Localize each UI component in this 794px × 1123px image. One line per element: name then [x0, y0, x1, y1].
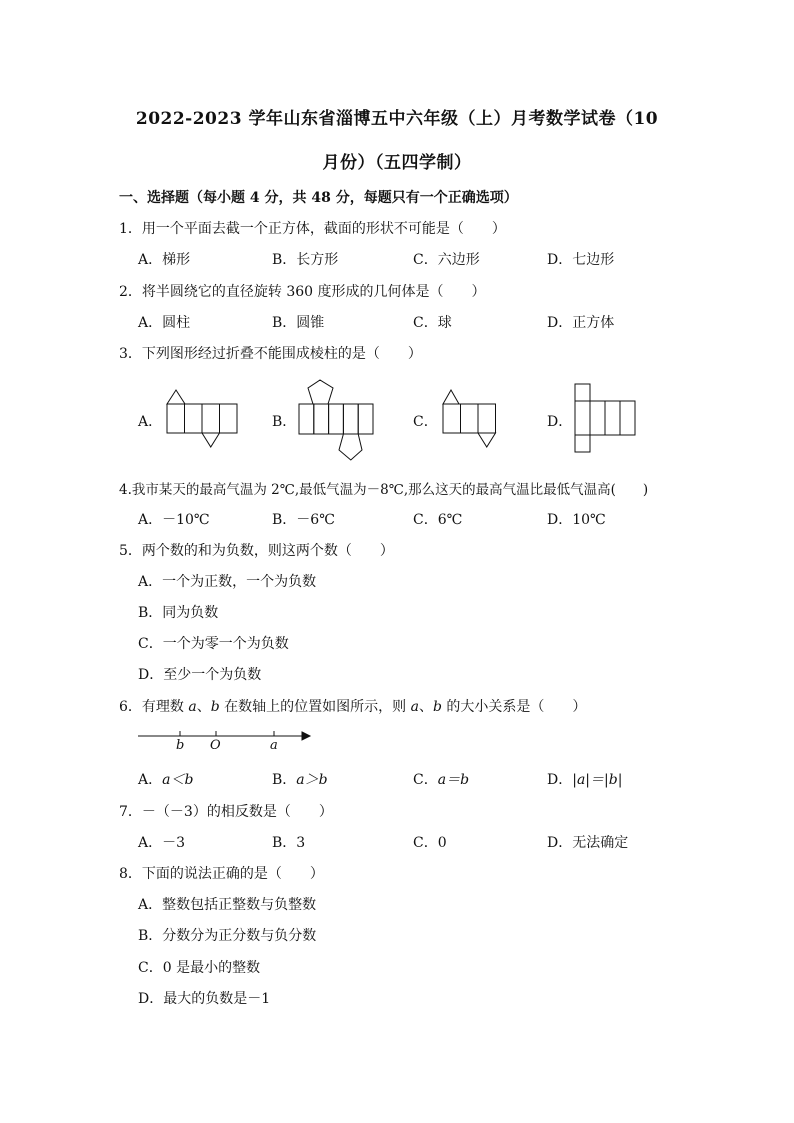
- q4-option-a: A．－10℃: [138, 512, 210, 528]
- question-1: 1．用一个平面去截一个正方体，截面的形状不可能是（ ）: [119, 221, 506, 237]
- q6-var-a-2: a: [410, 699, 419, 715]
- q3-net-d-figure: [574, 383, 638, 455]
- q2-option-d: D．正方体: [547, 315, 615, 331]
- q6-option-a-expr: a＜b: [162, 772, 194, 788]
- question-6: [119, 696, 586, 716]
- net-b-top-pentagon: [308, 380, 333, 404]
- q4-option-c: C．6℃: [413, 512, 463, 528]
- q6-stem-mid: 在数轴上的位置如图所示，则: [219, 699, 411, 715]
- q1-option-d: D．七边形: [547, 252, 615, 268]
- net-b-rect-2: [314, 404, 329, 434]
- net-d-top-square: [575, 384, 590, 401]
- q6-var-b: b: [210, 699, 220, 715]
- q6-option-d-expr: |a|＝|b|: [572, 772, 623, 788]
- q6-option-d-prefix: D．: [547, 772, 573, 788]
- q3-option-b: B．: [272, 414, 297, 430]
- net-c-bottom-triangle: [478, 433, 496, 447]
- q6-option-a: [138, 769, 193, 789]
- q8-option-d: D．最大的负数是－1: [138, 991, 271, 1007]
- net-d-rect-1: [575, 401, 590, 435]
- question-2: 2．将半圆绕它的直径旋转 360 度形成的几何体是（ ）: [119, 284, 486, 300]
- q7-option-d: D．无法确定: [547, 835, 629, 851]
- question-7: 7．－（－3）的相反数是（ ）: [119, 804, 333, 820]
- net-c-square-2: [461, 404, 479, 433]
- net-a-square-4: [220, 404, 238, 433]
- axis-label-a: a: [270, 738, 278, 753]
- q2-option-a: A．圆柱: [138, 315, 191, 331]
- q3-option-a: A．: [138, 414, 163, 430]
- q6-stem-suffix: 的大小关系是（ ）: [441, 699, 587, 715]
- q7-option-c: C．0: [413, 835, 447, 851]
- q3-net-b-figure: [298, 378, 374, 462]
- section-heading: 一、选择题（每小题 4 分，共 48 分，每题只有一个正确选项）: [119, 190, 518, 206]
- q8-option-b: B．分数分为正分数与负分数: [138, 928, 317, 944]
- q6-option-b-prefix: B．: [272, 772, 297, 788]
- q6-stem-sep1: 、: [196, 699, 211, 715]
- q6-var-b-2: b: [432, 699, 442, 715]
- q5-option-a: A．一个为正数，一个为负数: [138, 574, 317, 590]
- number-line-arrow: [302, 732, 310, 740]
- q6-option-b: [272, 769, 328, 789]
- q3-option-c: C．: [413, 414, 438, 430]
- net-b-rect-4: [343, 404, 358, 434]
- q6-option-b-expr: a＞b: [296, 772, 328, 788]
- net-d-rect-2: [590, 401, 605, 435]
- q7-option-b: B．3: [272, 835, 306, 851]
- net-a-square-3: [202, 404, 220, 433]
- q6-option-a-prefix: A．: [138, 772, 163, 788]
- q6-option-c-expr: a＝b: [437, 772, 470, 788]
- q4-option-d: D．10℃: [547, 512, 606, 528]
- q6-var-a: a: [188, 699, 197, 715]
- question-4: 4.我市某天的最高气温为 2℃,最低气温为－8℃,那么这天的最高气温比最低气温高( ): [119, 482, 649, 498]
- q6-number-line: [138, 727, 310, 741]
- q8-option-c: C．0 是最小的整数: [138, 960, 261, 976]
- q3-net-c-figure: [442, 388, 498, 450]
- q5-option-b: B．同为负数: [138, 605, 219, 621]
- q2-option-b: B．圆锥: [272, 315, 325, 331]
- q6-option-c: [413, 769, 469, 789]
- net-c-square-3: [478, 404, 496, 433]
- axis-label-o: O: [210, 738, 221, 753]
- exam-title-line-1: 2022-2023 学年山东省淄博五中六年级（上）月考数学试卷（10: [135, 109, 659, 129]
- net-b-rect-1: [299, 404, 314, 434]
- net-a-square-1: [167, 404, 185, 433]
- q8-option-a: A．整数包括正整数与负整数: [138, 897, 317, 913]
- net-b-rect-3: [329, 404, 344, 434]
- net-b-bottom-pentagon: [339, 434, 362, 460]
- q5-option-c: C．一个为零一个为负数: [138, 636, 289, 652]
- net-a-top-triangle: [167, 390, 185, 404]
- q1-option-a: A．梯形: [138, 252, 191, 268]
- q1-option-b: B．长方形: [272, 252, 339, 268]
- q6-option-d: [547, 769, 622, 789]
- net-c-square-1: [443, 404, 461, 433]
- net-d-rect-3: [605, 401, 620, 435]
- question-5: 5．两个数的和为负数，则这两个数（ ）: [119, 543, 394, 559]
- q6-stem-prefix: 6．有理数: [119, 699, 189, 715]
- q4-option-b: B．－6℃: [272, 512, 335, 528]
- net-a-square-2: [185, 404, 203, 433]
- q6-option-c-prefix: C．: [413, 772, 438, 788]
- net-d-rect-4: [620, 401, 635, 435]
- q2-option-c: C．球: [413, 315, 452, 331]
- q3-net-a-figure: [166, 388, 238, 450]
- q7-option-a: A．－3: [138, 835, 186, 851]
- net-d-bottom-square: [575, 435, 590, 452]
- q5-option-d: D．至少一个为负数: [138, 667, 262, 683]
- q1-option-c: C．六边形: [413, 252, 480, 268]
- net-b-rect-5: [358, 404, 373, 434]
- question-3: 3．下列图形经过折叠不能围成棱柱的是（ ）: [119, 346, 422, 362]
- exam-title-line-2: 月份）（五四学制）: [322, 153, 472, 173]
- net-a-bottom-triangle: [202, 433, 220, 447]
- q3-option-d: D．: [547, 414, 573, 430]
- question-8: 8．下面的说法正确的是（ ）: [119, 866, 324, 882]
- q6-stem-sep2: 、: [418, 699, 433, 715]
- net-c-top-triangle: [443, 390, 459, 404]
- axis-label-b: b: [176, 738, 185, 753]
